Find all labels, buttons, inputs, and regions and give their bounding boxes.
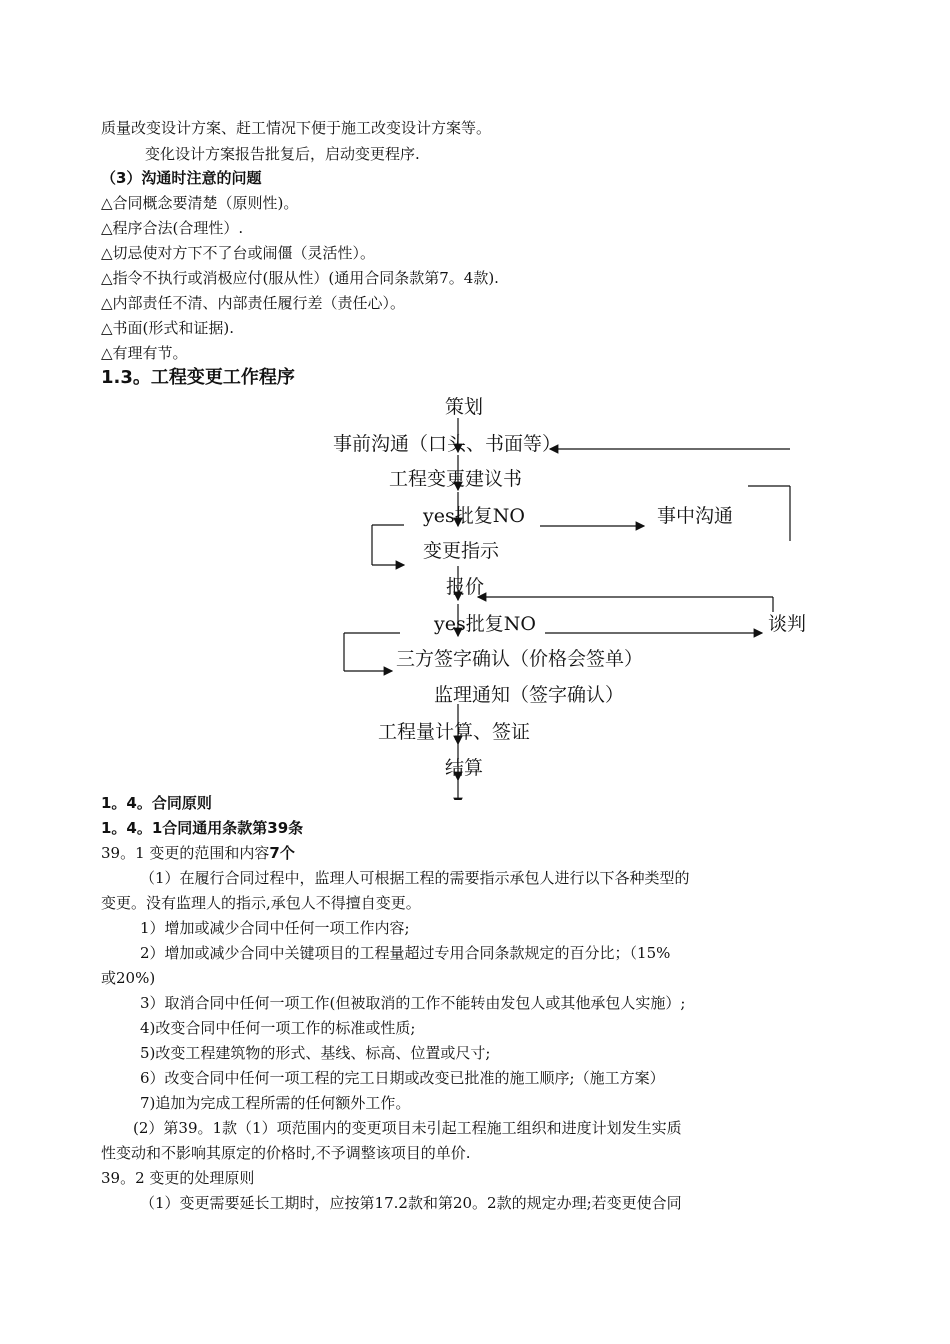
list-item: △程序合法(合理性）. xyxy=(101,219,244,237)
text-line: 变化设计方案报告批复后，启动变更程序. xyxy=(145,145,420,163)
flow-node-quotation: 报价 xyxy=(446,576,485,598)
flow-node-settlement: 结算 xyxy=(445,757,484,779)
clause-heading: 39。1 变更的范围和内容7个 xyxy=(101,844,295,862)
section-subheading: 1。4。1合同通用条款第39条 xyxy=(101,819,304,837)
flow-node-pre-communication: 事前沟通（口头、书面等） xyxy=(333,433,562,455)
list-item: 2）增加或减少合同中关键项目的工程量超过专用合同条款规定的百分比；（15% xyxy=(140,944,671,962)
flow-node-supervision-notice: 监理通知（签字确认） xyxy=(434,684,625,706)
list-item: △合同概念要清楚（原则性)。 xyxy=(101,194,299,212)
text-line: 质量改变设计方案、赶工情况下便于施工改变设计方案等。 xyxy=(101,119,492,137)
paragraph: （1）变更需要延长工期时，应按第17.2款和第20。2款的规定办理;若变更使合同 xyxy=(140,1194,682,1212)
flow-node-approval-1: yes批复NO xyxy=(423,505,525,527)
list-item: 1）增加或减少合同中任何一项工作内容; xyxy=(140,919,410,937)
list-item: △书面(形式和证据). xyxy=(101,319,235,337)
list-item: △指令不执行或消极应付(服从性）(通用合同条款第7。4款). xyxy=(101,269,499,287)
paragraph: 变更。没有监理人的指示,承包人不得擅自变更。 xyxy=(101,894,421,912)
list-item: △切忌使对方下不了台或闹僵（灵活性）。 xyxy=(101,244,376,262)
flow-node-quantity-calculation: 工程量计算、签证 xyxy=(378,721,531,743)
paragraph: （1）在履行合同过程中，监理人可根据工程的需要指示承包人进行以下各种类型的 xyxy=(140,869,690,887)
flow-node-tripartite-sign: 三方签字确认（价格会签单） xyxy=(396,648,644,670)
list-item: 7)追加为完成工程所需的任何额外工作。 xyxy=(140,1094,411,1112)
section-heading: （3）沟通时注意的问题 xyxy=(101,169,262,187)
flow-node-approval-2: yes批复NO xyxy=(434,613,536,635)
list-item: 或20%) xyxy=(101,969,156,987)
list-item: 6）改变合同中任何一项工程的完工日期或改变已批准的施工顺序;（施工方案） xyxy=(140,1069,665,1087)
paragraph: 性变动和不影响其原定的价格时,不予调整该项目的单价. xyxy=(101,1144,471,1162)
section-heading: 1。4。合同原则 xyxy=(101,794,212,812)
flow-node-plan: 策划 xyxy=(445,396,484,418)
list-item: △有理有节。 xyxy=(101,344,188,362)
clause-heading: 39。2 变更的处理原则 xyxy=(101,1169,255,1187)
list-item: 5)改变工程建筑物的形式、基线、标高、位置或尺寸; xyxy=(140,1044,491,1062)
flow-node-negotiation: 谈判 xyxy=(768,613,807,635)
flow-node-change-proposal: 工程变更建议书 xyxy=(389,468,523,490)
list-item: △内部责任不清、内部责任履行差（责任心）。 xyxy=(101,294,406,312)
flow-node-change-instruction: 变更指示 xyxy=(423,540,500,562)
list-item: 4)改变合同中任何一项工作的标准或性质; xyxy=(140,1019,416,1037)
paragraph: (2）第39。1款（1）项范围内的变更项目未引起工程施工组织和进度计划发生实质 xyxy=(133,1119,682,1137)
section-heading: 1.3。工程变更工作程序 xyxy=(101,367,295,388)
flow-node-mid-communication: 事中沟通 xyxy=(657,505,734,527)
list-item: 3）取消合同中任何一项工作(但被取消的工作不能转由发包人或其他承包人实施）; xyxy=(140,994,686,1012)
